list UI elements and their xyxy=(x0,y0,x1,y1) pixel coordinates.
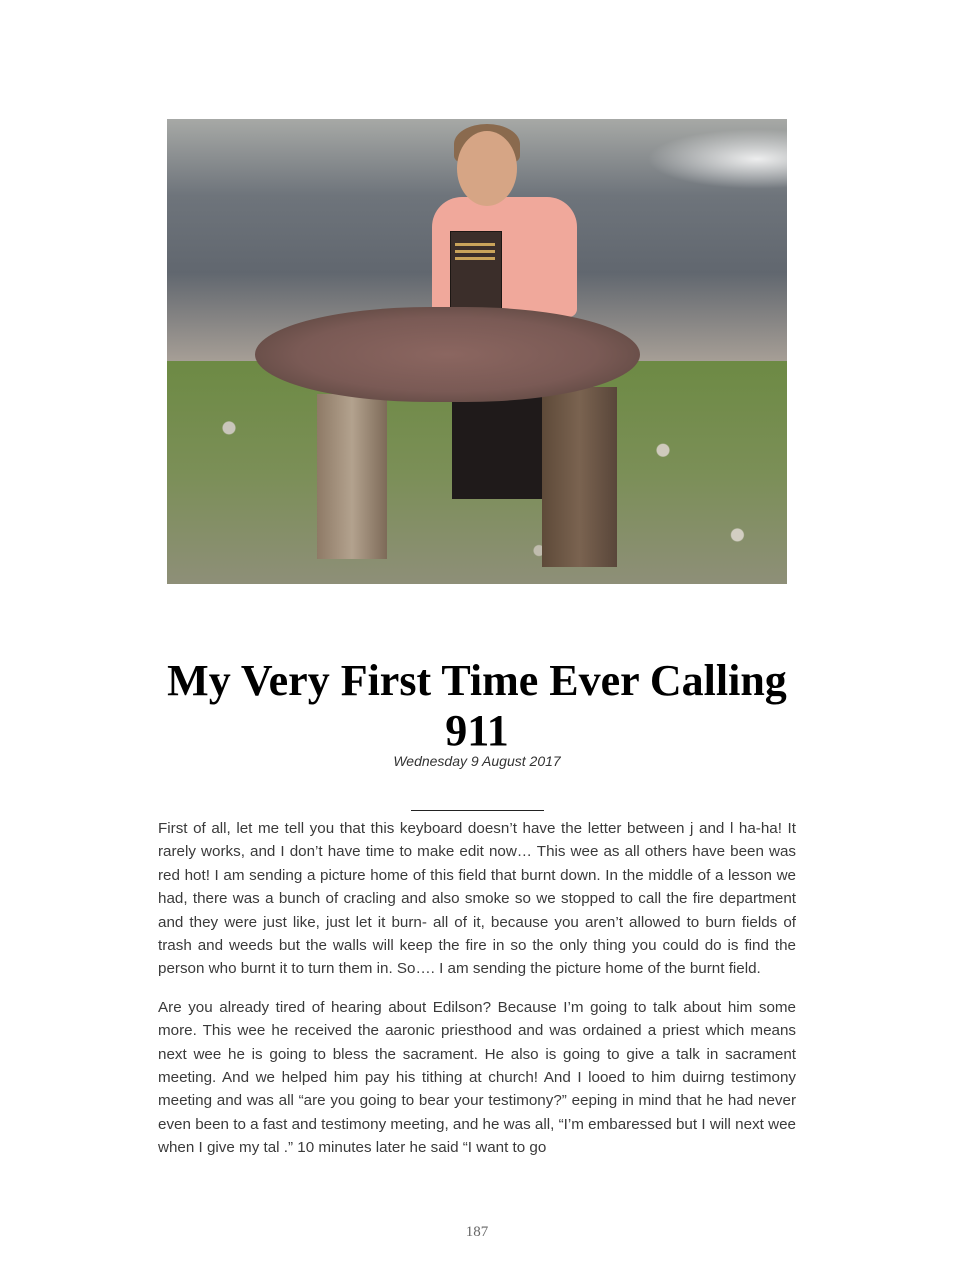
article-date: Wednesday 9 August 2017 xyxy=(393,753,561,769)
photo-table-top xyxy=(255,307,640,402)
photo-person-legs xyxy=(452,389,542,499)
photo-table-leg-left xyxy=(317,394,387,559)
photo-sunlight xyxy=(647,129,787,189)
article-title: My Very First Time Ever Calling 911 xyxy=(167,656,787,755)
article-body xyxy=(158,817,796,1175)
page-number: 187 xyxy=(465,1224,489,1240)
divider xyxy=(411,810,544,811)
photo-book-title xyxy=(455,243,495,265)
paragraph: Are you already tired of hearing about Edilson? Because I’m going to talk about him some more. This wee he received the aaronic priesthood and was ordained a priest which means next wee he is going to bless the sacrament. He also is going to give a talk in sacrament meeting. And we helped him pay his tithing at church! And I looed to him duirng testimony meeting and was all “are you going to bear your testimony?” eeping in mind that he had never even been to a fast and testimony meeting, and he was all, “I’m embaressed but I will next wee when I give my tal .” 10 minutes later he said “I want to go xyxy=(158,998,796,1157)
photo-table-leg-right xyxy=(542,387,617,567)
photo-person-head xyxy=(457,131,517,206)
paragraph: First of all, let me tell you that this keyboard doesn’t have the letter between j and l ha-ha! It rarely works, and I don’t have time to make edit now… This wee as all others have been was red hot! I am sending a picture home of this field that burnt down. In the middle of a lesson we had, there was a bunch of cracling and also smoke so we stopped to call the fire department and they were just like, just let it burn- all of it, because you aren’t allowed to burn fields of trash and weeds but the walls will keep the fire in so the only thing you could do is find the person who burnt it to turn them in. So…. I am sending the picture home of the burnt field. xyxy=(158,820,796,978)
photo xyxy=(167,119,787,584)
